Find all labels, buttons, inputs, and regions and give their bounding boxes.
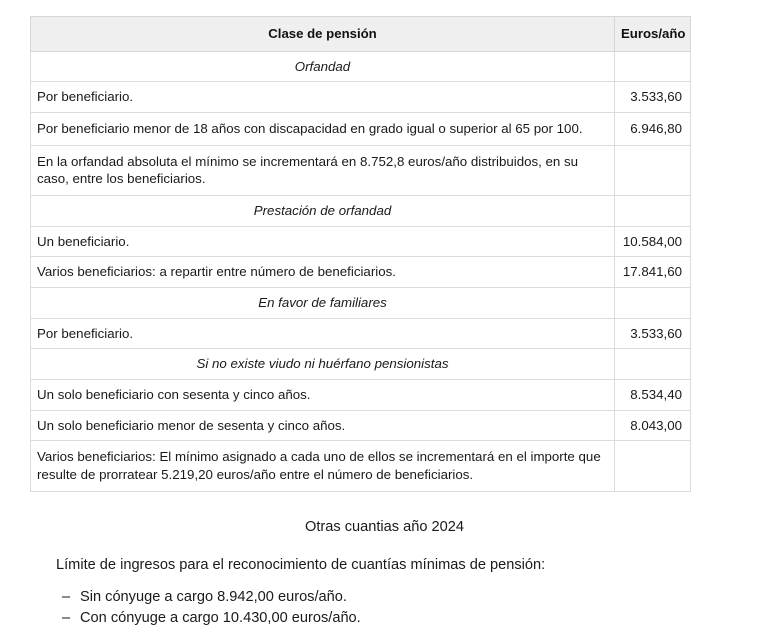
amount-cell	[615, 145, 691, 195]
amount-cell	[615, 195, 691, 226]
amount-cell: 10.584,00	[615, 226, 691, 257]
amount-cell	[615, 51, 691, 82]
table-row	[31, 318, 691, 349]
pension-amounts-table	[30, 16, 691, 492]
table-header	[31, 17, 691, 52]
table-row	[31, 257, 691, 288]
amount-cell	[615, 287, 691, 318]
section-heading-cell: Prestación de orfandad	[31, 195, 615, 226]
amount-cell: 3.533,60	[615, 82, 691, 113]
pension-class-cell: Un solo beneficiario menor de sesenta y cinco años.	[31, 410, 615, 441]
table-row	[31, 145, 691, 195]
pension-class-cell: Un solo beneficiario con sesenta y cinco años.	[31, 379, 615, 410]
amount-cell	[615, 441, 691, 491]
table-row	[31, 195, 691, 226]
section-heading-cell: En favor de familiares	[31, 287, 615, 318]
list-item	[62, 587, 769, 608]
pension-class-cell: Varios beneficiarios: El mínimo asignado a cada uno de ellos se incrementará en el importe que resulte de prorratear 5.219,20 euros/año entre el número de beneficiarios.	[31, 441, 615, 491]
other-amounts-heading: Otras cuantias año 2024	[304, 519, 464, 535]
list-item-label: Con cónyuge a cargo 10.430,00 euros/año.	[80, 610, 361, 627]
section-heading-cell: Orfandad	[31, 51, 615, 82]
table-row	[31, 226, 691, 257]
section-heading-cell: Si no existe viudo ni huérfano pensionistas	[31, 349, 615, 380]
pension-class-cell: En la orfandad absoluta el mínimo se incrementará en 8.752,8 euros/año distribuidos, en su caso, entre los beneficiarios.	[31, 145, 615, 195]
amount-cell: 8.534,40	[615, 379, 691, 410]
list-item	[62, 608, 769, 629]
pension-class-cell: Por beneficiario.	[31, 82, 615, 113]
amount-cell	[615, 349, 691, 380]
column-header-clase-de-pension: Clase de pensión	[31, 17, 615, 52]
bullet-dash-icon: –	[62, 610, 71, 627]
pension-class-cell: Por beneficiario.	[31, 318, 615, 349]
table-row	[31, 379, 691, 410]
income-limit-intro: Límite de ingresos para el reconocimiento de cuantías mínimas de pensión:	[56, 557, 546, 573]
bullet-dash-icon: –	[62, 589, 71, 605]
table-row	[31, 51, 691, 82]
list-item-label: Sin cónyuge a cargo 8.942,00 euros/año.	[80, 589, 347, 605]
table-row	[31, 82, 691, 113]
amount-cell: 8.043,00	[615, 410, 691, 441]
amount-cell: 6.946,80	[615, 112, 691, 145]
table-row	[31, 410, 691, 441]
pension-class-cell: Varios beneficiarios: a repartir entre número de beneficiarios.	[31, 257, 615, 288]
table-row	[31, 287, 691, 318]
below-table-content	[0, 505, 769, 629]
table-body	[31, 51, 691, 491]
column-header-euros-ano: Euros/año	[615, 17, 691, 52]
amount-cell: 3.533,60	[615, 318, 691, 349]
table-row	[31, 112, 691, 145]
table-row	[31, 349, 691, 380]
amount-cell: 17.841,60	[615, 257, 691, 288]
income-limit-list	[0, 573, 769, 629]
pension-class-cell: Por beneficiario menor de 18 años con discapacidad en grado igual o superior al 65 por 100.	[31, 112, 615, 145]
table-row	[31, 441, 691, 491]
pension-class-cell: Un beneficiario.	[31, 226, 615, 257]
table-header-row	[31, 17, 691, 52]
